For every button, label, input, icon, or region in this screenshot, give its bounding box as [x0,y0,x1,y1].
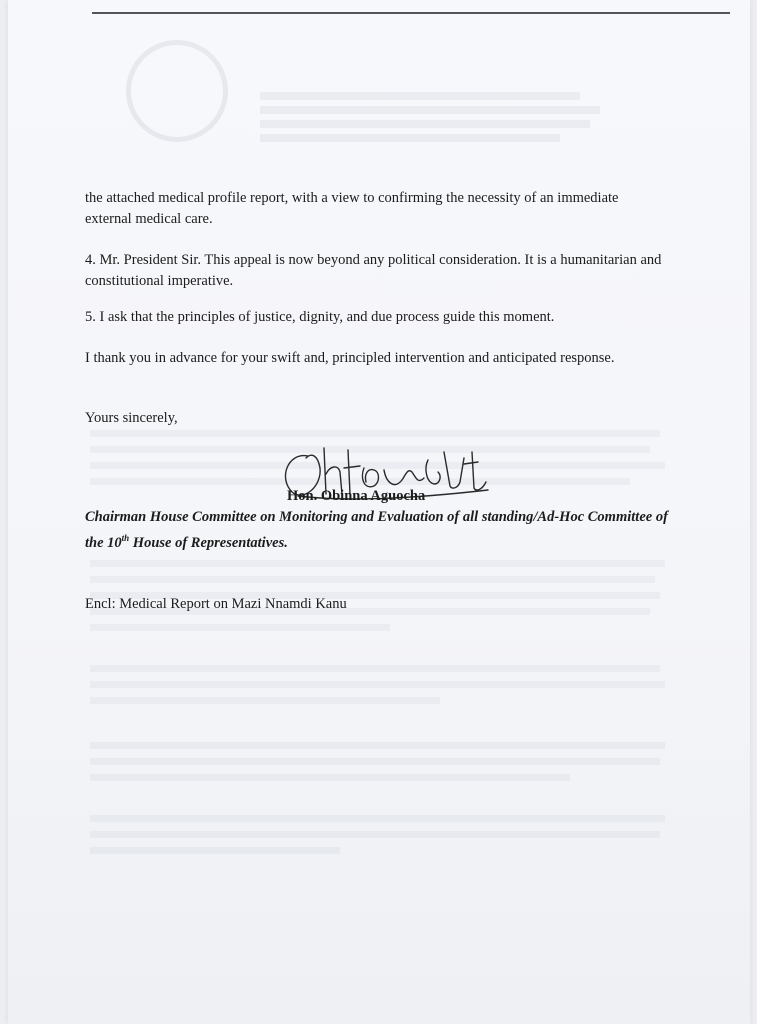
signatory-title [85,507,670,554]
closing: Yours sincerely, [85,410,178,426]
enclosure-line: Encl: Medical Report on Mazi Nnamdi Kanu [85,596,347,612]
signatory-title-superscript: th [121,533,130,543]
signatory-name: Hon. Obinna Aguocha [287,488,426,504]
letterhead-seal-icon [126,40,228,142]
paragraph-thanks: I thank you in advance for your swift and, principled intervention and anticipated response. [85,350,615,366]
show-through-heading [260,55,267,85]
signatory-title-end: House of Representatives. [129,534,288,551]
paragraph-continuation: the attached medical profile report, with a view to confirming the necessity of an immediate external medical care. [85,190,619,227]
show-through-letterhead [260,92,610,148]
signatory-title-text: Chairman House Committee on Monitoring and Evaluation of all standing/Ad-Hoc Committee of the 10 [85,509,668,551]
paragraph-5: 5. I ask that the principles of justice, dignity, and due process guide this moment. [85,309,555,325]
top-rule [92,12,730,14]
show-through-text [90,742,670,790]
show-through-text [90,815,670,863]
paragraph-4: 4. Mr. President Sir. This appeal is now beyond any political consideration. It is a humanitarian and constitutional imperative. [85,252,662,289]
show-through-text [90,665,670,713]
